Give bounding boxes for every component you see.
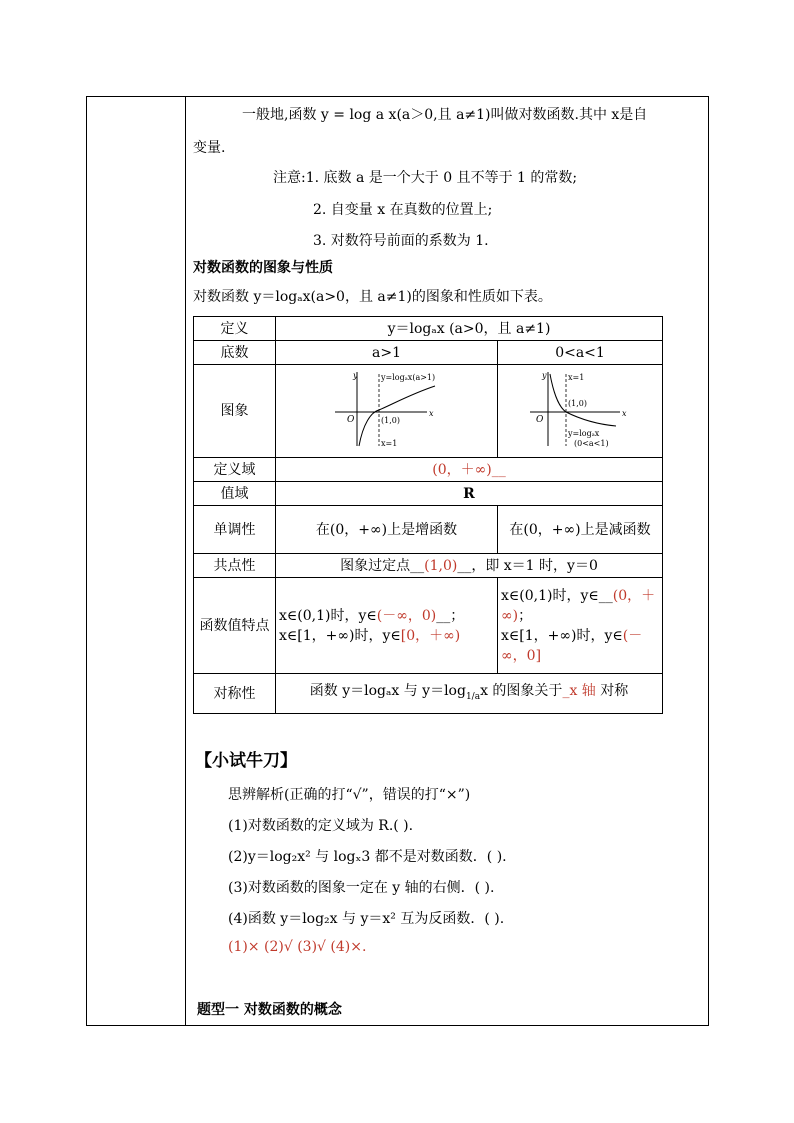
base-case1: a>1 [276, 341, 498, 365]
graph-label: 图象 [194, 365, 276, 458]
common-value [276, 554, 663, 578]
graph1-point: (1,0) [380, 416, 400, 425]
mono-label: 单调性 [194, 506, 276, 554]
sym-value [276, 674, 663, 714]
graph2-range: (0<a<1) [574, 439, 609, 448]
quiz-q3: (3)对数函数的图象一定在 y 轴的右侧．( ). [228, 880, 495, 896]
sym-sub: 1/a [465, 691, 481, 702]
values-label: 函数值特点 [194, 578, 276, 674]
graph1-curve-label: y=logₐx(a>1) [380, 373, 435, 382]
domain-value: (0，＋∞)__ [276, 458, 663, 482]
values-case1-b-red: [0，＋∞) [400, 627, 461, 644]
values-case1-a-end: __； [436, 607, 465, 624]
common-pre: 图象过定点__ [340, 557, 425, 574]
values-case2-a: x∈(0,1)时，y∈__ [501, 587, 613, 604]
range-value: R [276, 482, 663, 506]
quiz-answers: (1)× (2)√ (3)√ (4)×. [228, 939, 367, 955]
sym-label: 对称性 [194, 674, 276, 714]
definition-label: 定义 [194, 317, 276, 341]
graph2-y-label: y [542, 371, 547, 380]
graph2-curve-label: y=logₐx [568, 429, 600, 438]
graph1-cell [276, 365, 498, 458]
values-case1-a: x∈(0,1)时，y∈ [279, 607, 377, 624]
values-case2-a-end: ； [518, 607, 533, 624]
quiz-q4: (4)函数 y＝log₂x 与 y＝x² 互为反函数．( ). [228, 911, 505, 927]
values-case2-line2 [501, 626, 659, 666]
sym-pre: 函数 y＝logₐx 与 y＝log [309, 682, 466, 699]
values-case2 [498, 578, 663, 674]
values-case2-a-red: (0，＋∞) [501, 587, 656, 624]
graph1-x-label: x [428, 409, 434, 418]
base-label: 底数 [194, 341, 276, 365]
graph-decreasing [520, 366, 640, 450]
sym-red: _x 轴 [562, 682, 596, 699]
intro-line2: 变量. [193, 140, 226, 156]
graph1-asymptote: x=1 [380, 439, 397, 448]
graph2-origin: O [536, 415, 544, 425]
section-desc: 对数函数 y＝logₐx(a>0，且 a≠1)的图象和性质如下表。 [193, 289, 552, 305]
graph1-y-label: y [352, 371, 358, 380]
values-case2-b: x∈[1，+∞)时，y∈ [501, 627, 623, 644]
quiz-heading: 【小试牛刀】 [195, 751, 297, 771]
column-divider [185, 96, 186, 1026]
properties-table [193, 316, 663, 714]
type1-heading: 题型一 对数函数的概念 [197, 1002, 342, 1018]
values-case2-b-red: (－∞，0] [501, 627, 643, 664]
sym-post: x 的图象关于 [480, 682, 563, 699]
graph1-origin: O [346, 415, 354, 425]
common-point: (1,0) [424, 557, 458, 574]
quiz-intro: 思辨解析(正确的打“√”，错误的打“×”) [228, 787, 471, 803]
quiz-q2: (2)y＝log₂x² 与 logₓ3 都不是对数函数．( ). [228, 849, 507, 865]
values-case2-line1 [501, 586, 659, 626]
mono-case2: 在(0，+∞)上是减函数 [498, 506, 663, 554]
base-case2: 0<a<1 [498, 341, 663, 365]
graph2-cell [498, 365, 663, 458]
intro-line1: 一般地,函数 y = log a x(a＞0,且 a≠1)叫做对数函数.其中 x是自 [242, 107, 648, 123]
graph2-point: (1,0) [568, 399, 587, 408]
values-case1-line1 [279, 606, 494, 626]
section-heading: 对数函数的图象与性质 [193, 260, 333, 276]
range-label: 值域 [194, 482, 276, 506]
common-post: __，即 x＝1 时，y＝0 [457, 557, 598, 574]
note3: 3. 对数符号前面的系数为 1. [313, 233, 489, 249]
values-case1-line2 [279, 626, 494, 646]
note1: 注意:1. 底数 a 是一个大于 0 且不等于 1 的常数; [273, 170, 578, 186]
mono-case1: 在(0，+∞)上是增函数 [276, 506, 498, 554]
graph2-asymptote: x=1 [568, 373, 585, 382]
domain-label: 定义域 [194, 458, 276, 482]
quiz-q1: (1)对数函数的定义域为 R.( ). [228, 818, 414, 834]
common-label: 共点性 [194, 554, 276, 578]
graph-increasing [327, 366, 447, 450]
values-case1-b: x∈[1，+∞)时，y∈ [279, 627, 401, 644]
sym-end: 对称 [595, 682, 629, 699]
note2: 2. 自变量 x 在真数的位置上; [313, 202, 493, 218]
values-case1-a-red: (－∞，0) [376, 607, 437, 624]
graph2-x-label: x [622, 409, 627, 418]
values-case1 [276, 578, 498, 674]
definition-value: y＝logₐx (a>0，且 a≠1) [276, 317, 663, 341]
